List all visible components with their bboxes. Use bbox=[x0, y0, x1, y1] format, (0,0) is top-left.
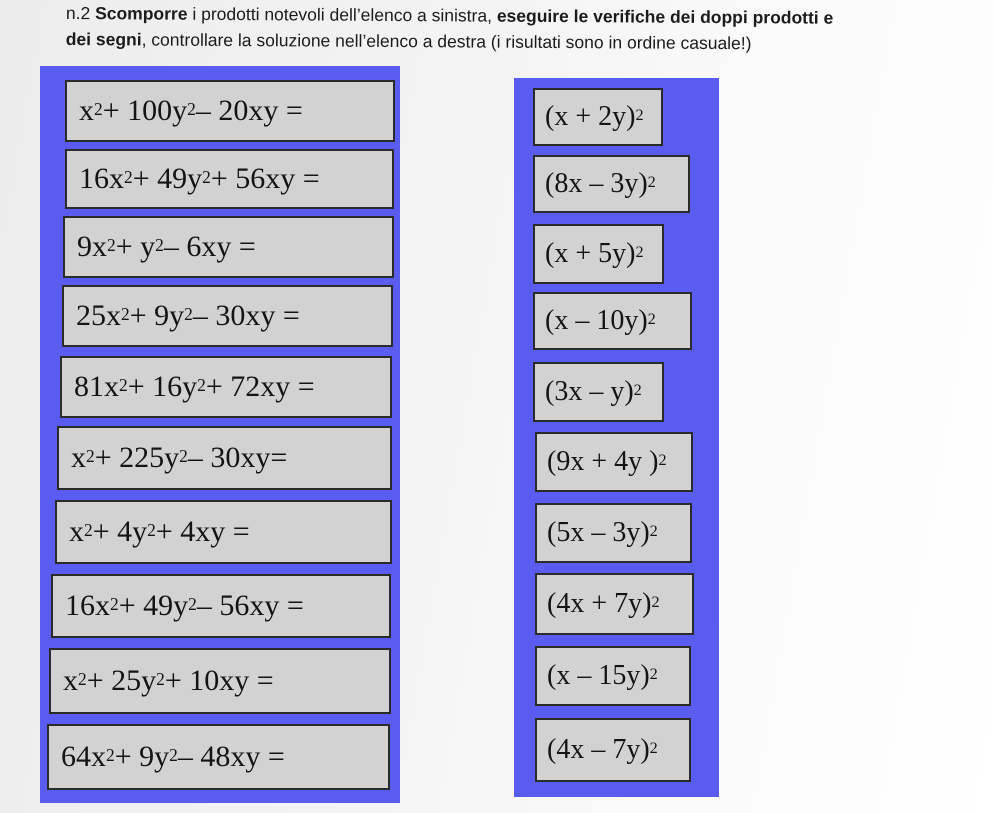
left-expression-box: x 2 + 4y 2 + 4xy = bbox=[55, 500, 392, 564]
right-solution-box: (4x – 7y) 2 bbox=[535, 718, 691, 782]
right-solution-box: (3x – y) 2 bbox=[533, 362, 664, 422]
left-expression-box: x 2 + 25y 2 + 10xy = bbox=[49, 648, 391, 714]
instruction-bold-scomporre: Scomporre bbox=[95, 3, 188, 24]
left-expression-box: x 2 + 100y 2 – 20xy = bbox=[65, 80, 395, 142]
left-expression-box: 9x 2 + y 2 – 6xy = bbox=[63, 216, 394, 278]
right-solution-box: (8x – 3y) 2 bbox=[533, 155, 690, 213]
right-solution-box: (4x + 7y) 2 bbox=[535, 573, 694, 635]
left-expression-box: x 2 + 225y 2 – 30xy= bbox=[57, 426, 392, 490]
left-expression-box: 16x 2 + 49y 2 + 56xy = bbox=[65, 149, 394, 209]
left-expression-box: 25x 2 + 9y 2 – 30xy = bbox=[62, 285, 393, 347]
exercise-instructions bbox=[66, 0, 993, 58]
right-solution-box: (x – 15y) 2 bbox=[535, 646, 691, 706]
instructions-line-2 bbox=[66, 26, 993, 58]
right-solution-box: (x + 5y) 2 bbox=[533, 224, 664, 284]
instruction-text-2: , controllare la soluzione nell’elenco a destra (i risultati sono in ordine casuale!) bbox=[141, 29, 752, 54]
right-solution-box: (9x + 4y ) 2 bbox=[535, 432, 693, 492]
right-solution-box: (x + 2y) 2 bbox=[533, 88, 663, 146]
right-solution-box: (x – 10y) 2 bbox=[533, 292, 692, 350]
instruction-bold-segni: dei segni bbox=[65, 28, 142, 50]
left-expression-box: 81x 2 + 16y 2 + 72xy = bbox=[60, 356, 392, 418]
exercise-number: n.2 bbox=[65, 2, 96, 24]
left-expression-box: 64x 2 + 9y 2 – 48xy = bbox=[47, 724, 390, 790]
right-solution-box: (5x – 3y) 2 bbox=[535, 503, 692, 563]
left-expression-box: 16x 2 + 49y 2 – 56xy = bbox=[51, 574, 391, 638]
instruction-text-1: i prodotti notevoli dell’elenco a sinistra, bbox=[187, 3, 497, 26]
instruction-bold-verifiche: eseguire le verifiche dei doppi prodotti e bbox=[496, 5, 834, 28]
